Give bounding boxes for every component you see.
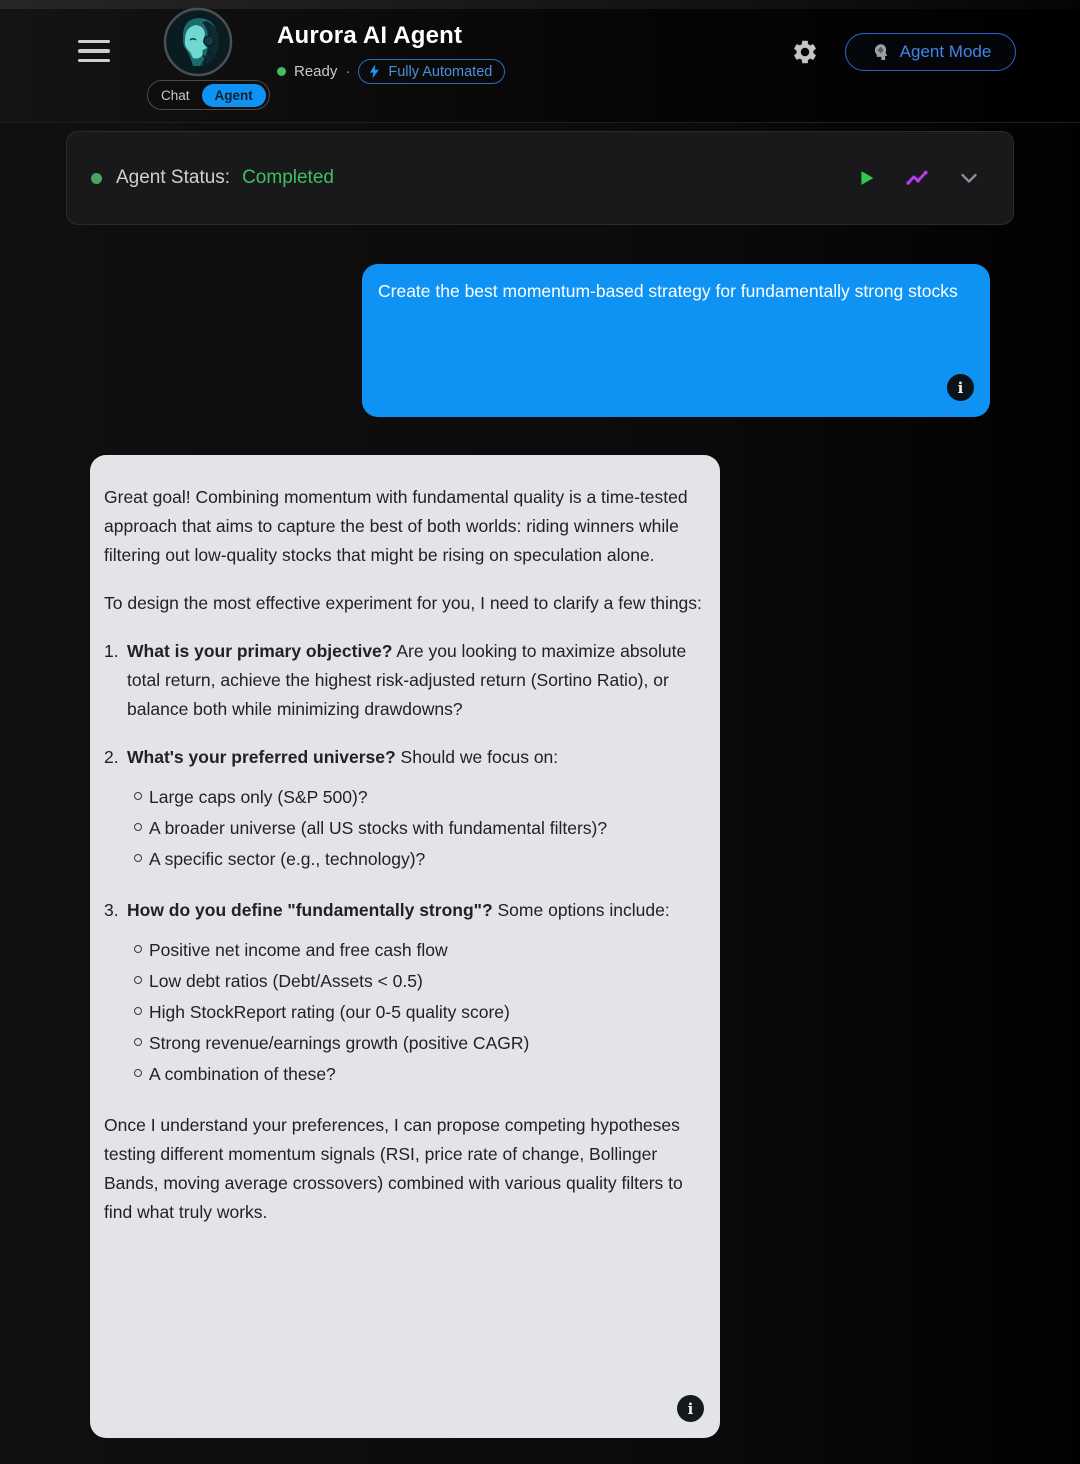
question-number: 2. bbox=[104, 747, 119, 767]
bullet-text: Positive net income and free cash flow bbox=[149, 940, 448, 960]
agent-ready-row bbox=[277, 59, 505, 84]
agent-mode-button[interactable] bbox=[845, 33, 1016, 71]
cyborg-avatar-image bbox=[163, 7, 233, 77]
bullet-circle bbox=[134, 945, 142, 953]
play-icon[interactable] bbox=[855, 167, 877, 189]
bullet-text: A combination of these? bbox=[149, 1064, 336, 1084]
bullet-text: A broader universe (all US stocks with fundamental filters)? bbox=[149, 818, 608, 838]
bullet-circle bbox=[134, 1069, 142, 1077]
bullet-circle bbox=[134, 792, 142, 800]
agent-mode-label: Agent Mode bbox=[899, 42, 992, 61]
user-message-bubble bbox=[362, 264, 990, 417]
info-icon[interactable]: i bbox=[947, 374, 974, 401]
bullet-circle bbox=[134, 1007, 142, 1015]
question-text: What's your preferred universe? Should we focus on: bbox=[127, 747, 559, 767]
question-number: 1. bbox=[104, 641, 119, 661]
bullet-list bbox=[127, 782, 702, 875]
agent-head-icon bbox=[870, 42, 891, 63]
window-chrome-strip bbox=[0, 0, 1080, 9]
bullet-text: A specific sector (e.g., technology)? bbox=[149, 849, 426, 869]
bullet-circle bbox=[134, 823, 142, 831]
list-item bbox=[127, 844, 702, 875]
bullet-text: High StockReport rating (our 0-5 quality score) bbox=[149, 1002, 510, 1022]
assistant-intro-paragraph: Great goal! Combining momentum with fundamental quality is a time-tested approach that aims to capture the best of both worlds: riding winners while filtering out low-quality stocks that might be rising on speculation alone. bbox=[104, 487, 688, 565]
agent-status-card bbox=[66, 131, 1014, 225]
bullet-text: Strong revenue/earnings growth (positive CAGR) bbox=[149, 1033, 530, 1053]
list-item bbox=[127, 782, 702, 813]
question-text: What is your primary objective? Are you looking to maximize absolute total return, achieve the highest risk-adjusted return (Sortino Ratio), or balance both while minimizing drawdowns? bbox=[127, 641, 687, 719]
title-block bbox=[277, 22, 505, 84]
list-item bbox=[127, 813, 702, 844]
bullet-circle bbox=[134, 854, 142, 862]
list-item bbox=[127, 1059, 702, 1090]
bullet-circle bbox=[134, 976, 142, 984]
automation-badge-label: Fully Automated bbox=[388, 63, 493, 80]
assistant-questions-list bbox=[104, 637, 702, 1092]
chevron-down-icon[interactable] bbox=[957, 166, 981, 190]
status-dot bbox=[91, 173, 102, 184]
question-number: 3. bbox=[104, 900, 119, 920]
bullet-circle bbox=[134, 1038, 142, 1046]
user-message-text: Create the best momentum-based strategy for fundamentally strong stocks bbox=[378, 281, 958, 301]
separator-dot: · bbox=[345, 63, 351, 80]
toggle-chat-button[interactable]: Chat bbox=[151, 88, 200, 103]
page-title: Aurora AI Agent bbox=[277, 22, 463, 49]
hamburger-menu-icon[interactable] bbox=[78, 40, 110, 62]
agent-avatar bbox=[163, 7, 233, 77]
app-header bbox=[0, 9, 1080, 123]
question-item bbox=[104, 637, 702, 724]
question-item bbox=[104, 896, 702, 1092]
agent-status-label: Agent Status: bbox=[116, 167, 231, 188]
info-icon[interactable]: i bbox=[677, 1395, 704, 1422]
ready-status-dot bbox=[277, 67, 286, 76]
agent-status-value: Completed bbox=[242, 167, 334, 188]
list-item bbox=[127, 1028, 702, 1059]
trend-line-icon[interactable] bbox=[904, 165, 930, 191]
ready-label: Ready bbox=[294, 63, 338, 80]
automation-badge bbox=[358, 59, 505, 84]
question-item bbox=[104, 743, 702, 877]
assistant-closing-paragraph: Once I understand your preferences, I can propose competing hypotheses testing different momentum signals (RSI, price rate of change, Bollinger Bands, moving average crossovers) combined with various quality filters to find what truly works. bbox=[104, 1115, 683, 1222]
bullet-list bbox=[127, 935, 702, 1090]
list-item bbox=[127, 935, 702, 966]
list-item bbox=[127, 997, 702, 1028]
status-actions bbox=[855, 165, 981, 191]
assistant-message-bubble bbox=[90, 455, 720, 1438]
assistant-clarify-paragraph: To design the most effective experiment for you, I need to clarify a few things: bbox=[104, 593, 702, 613]
chat-agent-toggle bbox=[147, 80, 270, 110]
toggle-agent-button[interactable]: Agent bbox=[202, 84, 266, 107]
bullet-text: Large caps only (S&P 500)? bbox=[149, 787, 368, 807]
lightning-bolt-icon bbox=[366, 63, 383, 80]
question-text: How do you define "fundamentally strong"? Some options include: bbox=[127, 900, 670, 920]
bullet-text: Low debt ratios (Debt/Assets < 0.5) bbox=[149, 971, 423, 991]
list-item bbox=[127, 966, 702, 997]
settings-gear-icon[interactable] bbox=[791, 38, 819, 66]
